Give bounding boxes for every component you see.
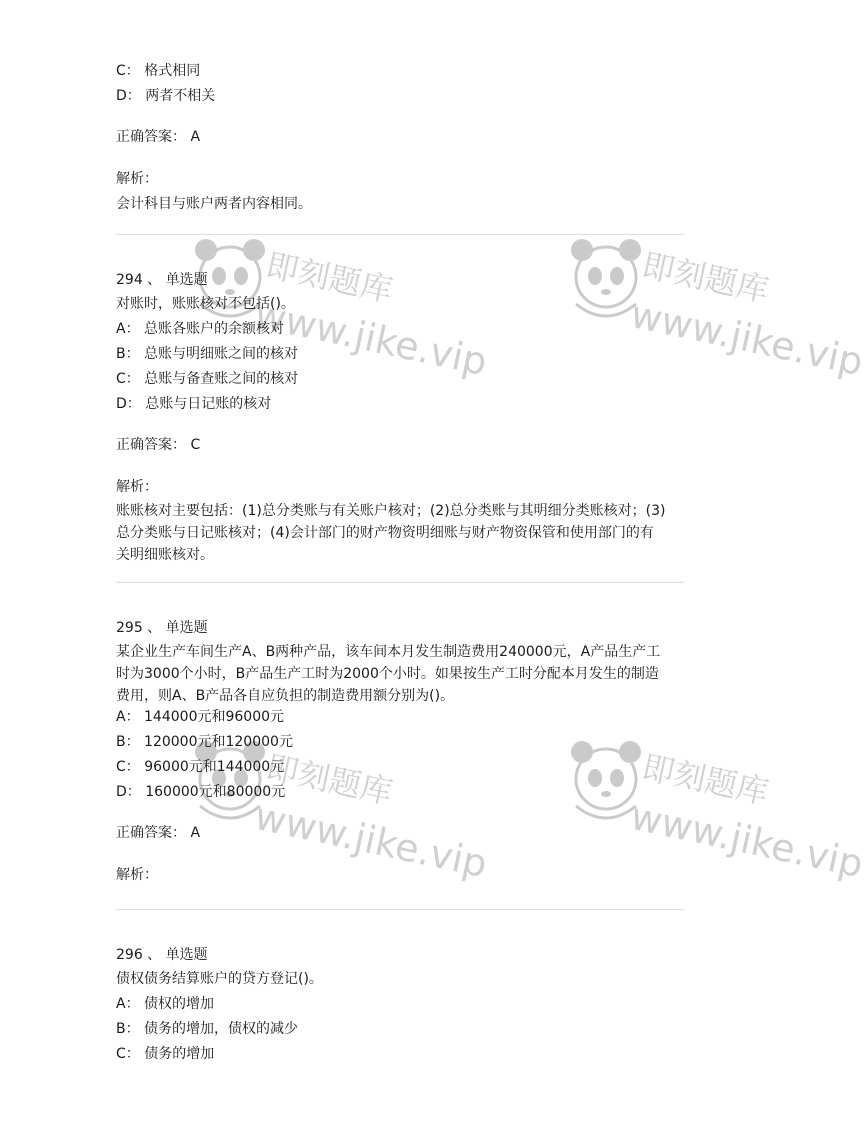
question-header: 294 、 单选题 — [116, 272, 208, 288]
option-a: A： 144000元和96000元 — [116, 709, 285, 725]
correct-answer: 正确答案： A — [116, 129, 201, 145]
option-b: B： 债务的增加，债权的减少 — [116, 1021, 299, 1037]
watermark-brand: 即刻题库 — [262, 245, 396, 310]
question-stem: 对账时，账账核对不包括()。 — [116, 296, 295, 312]
option-c: C： 格式相同 — [116, 63, 201, 79]
analysis-label: 解析： — [116, 867, 158, 883]
watermark-brand: 即刻题库 — [638, 245, 772, 310]
option-a: A： 总账各账户的余额核对 — [116, 321, 285, 337]
analysis-label: 解析： — [116, 171, 158, 187]
watermark-url: www.jike.vip — [626, 292, 867, 385]
option-c: C： 总账与备查账之间的核对 — [116, 371, 299, 387]
watermark-url: www.jike.vip — [250, 794, 492, 887]
correct-answer: 正确答案： A — [116, 825, 201, 841]
watermark-brand: 即刻题库 — [638, 747, 772, 812]
analysis-line: 总分类账与日记账核对；(4)会计部门的财产物资明细账与财产物资保管和使用部门的有 — [116, 525, 654, 541]
analysis-text: 会计科目与账户两者内容相同。 — [116, 196, 312, 212]
option-d: D： 两者不相关 — [116, 88, 216, 104]
option-b: B： 总账与明细账之间的核对 — [116, 346, 299, 362]
watermark — [566, 232, 867, 385]
option-a: A： 债权的增加 — [116, 996, 215, 1012]
option-c: C： 96000元和144000元 — [116, 759, 285, 775]
analysis-label: 解析： — [116, 479, 158, 495]
question-stem-line: 某企业生产车间生产A、B两种产品，该车间本月发生制造费用240000元，A产品生产工 — [116, 644, 661, 660]
option-c: C： 债务的增加 — [116, 1046, 215, 1062]
question-header: 295 、 单选题 — [116, 620, 208, 636]
divider — [116, 582, 684, 583]
panda-logo-icon — [566, 232, 646, 322]
panda-logo-icon — [566, 734, 646, 824]
divider — [116, 909, 684, 910]
watermark-url: www.jike.vip — [626, 794, 867, 887]
question-stem: 债权债务结算账户的贷方登记()。 — [116, 971, 323, 987]
analysis-line: 关明细账核对。 — [116, 547, 214, 563]
analysis-line: 账账核对主要包括：(1)总分类账与有关账户核对；(2)总分类账与其明细分类账核对；(3) — [116, 503, 666, 519]
watermark-url: www.jike.vip — [250, 292, 492, 385]
option-d: D： 160000元和80000元 — [116, 784, 286, 800]
question-stem-line: 时为3000个小时，B产品生产工时为2000个小时。如果按生产工时分配本月发生的制造 — [116, 666, 659, 682]
watermark-brand: 即刻题库 — [262, 747, 396, 812]
watermark — [566, 734, 867, 887]
question-header: 296 、 单选题 — [116, 947, 208, 963]
question-stem-line: 费用，则A、B产品各自应负担的制造费用额分别为()。 — [116, 688, 455, 704]
option-d: D： 总账与日记账的核对 — [116, 396, 272, 412]
option-b: B： 120000元和120000元 — [116, 734, 293, 750]
correct-answer: 正确答案： C — [116, 437, 201, 453]
divider — [116, 234, 684, 235]
